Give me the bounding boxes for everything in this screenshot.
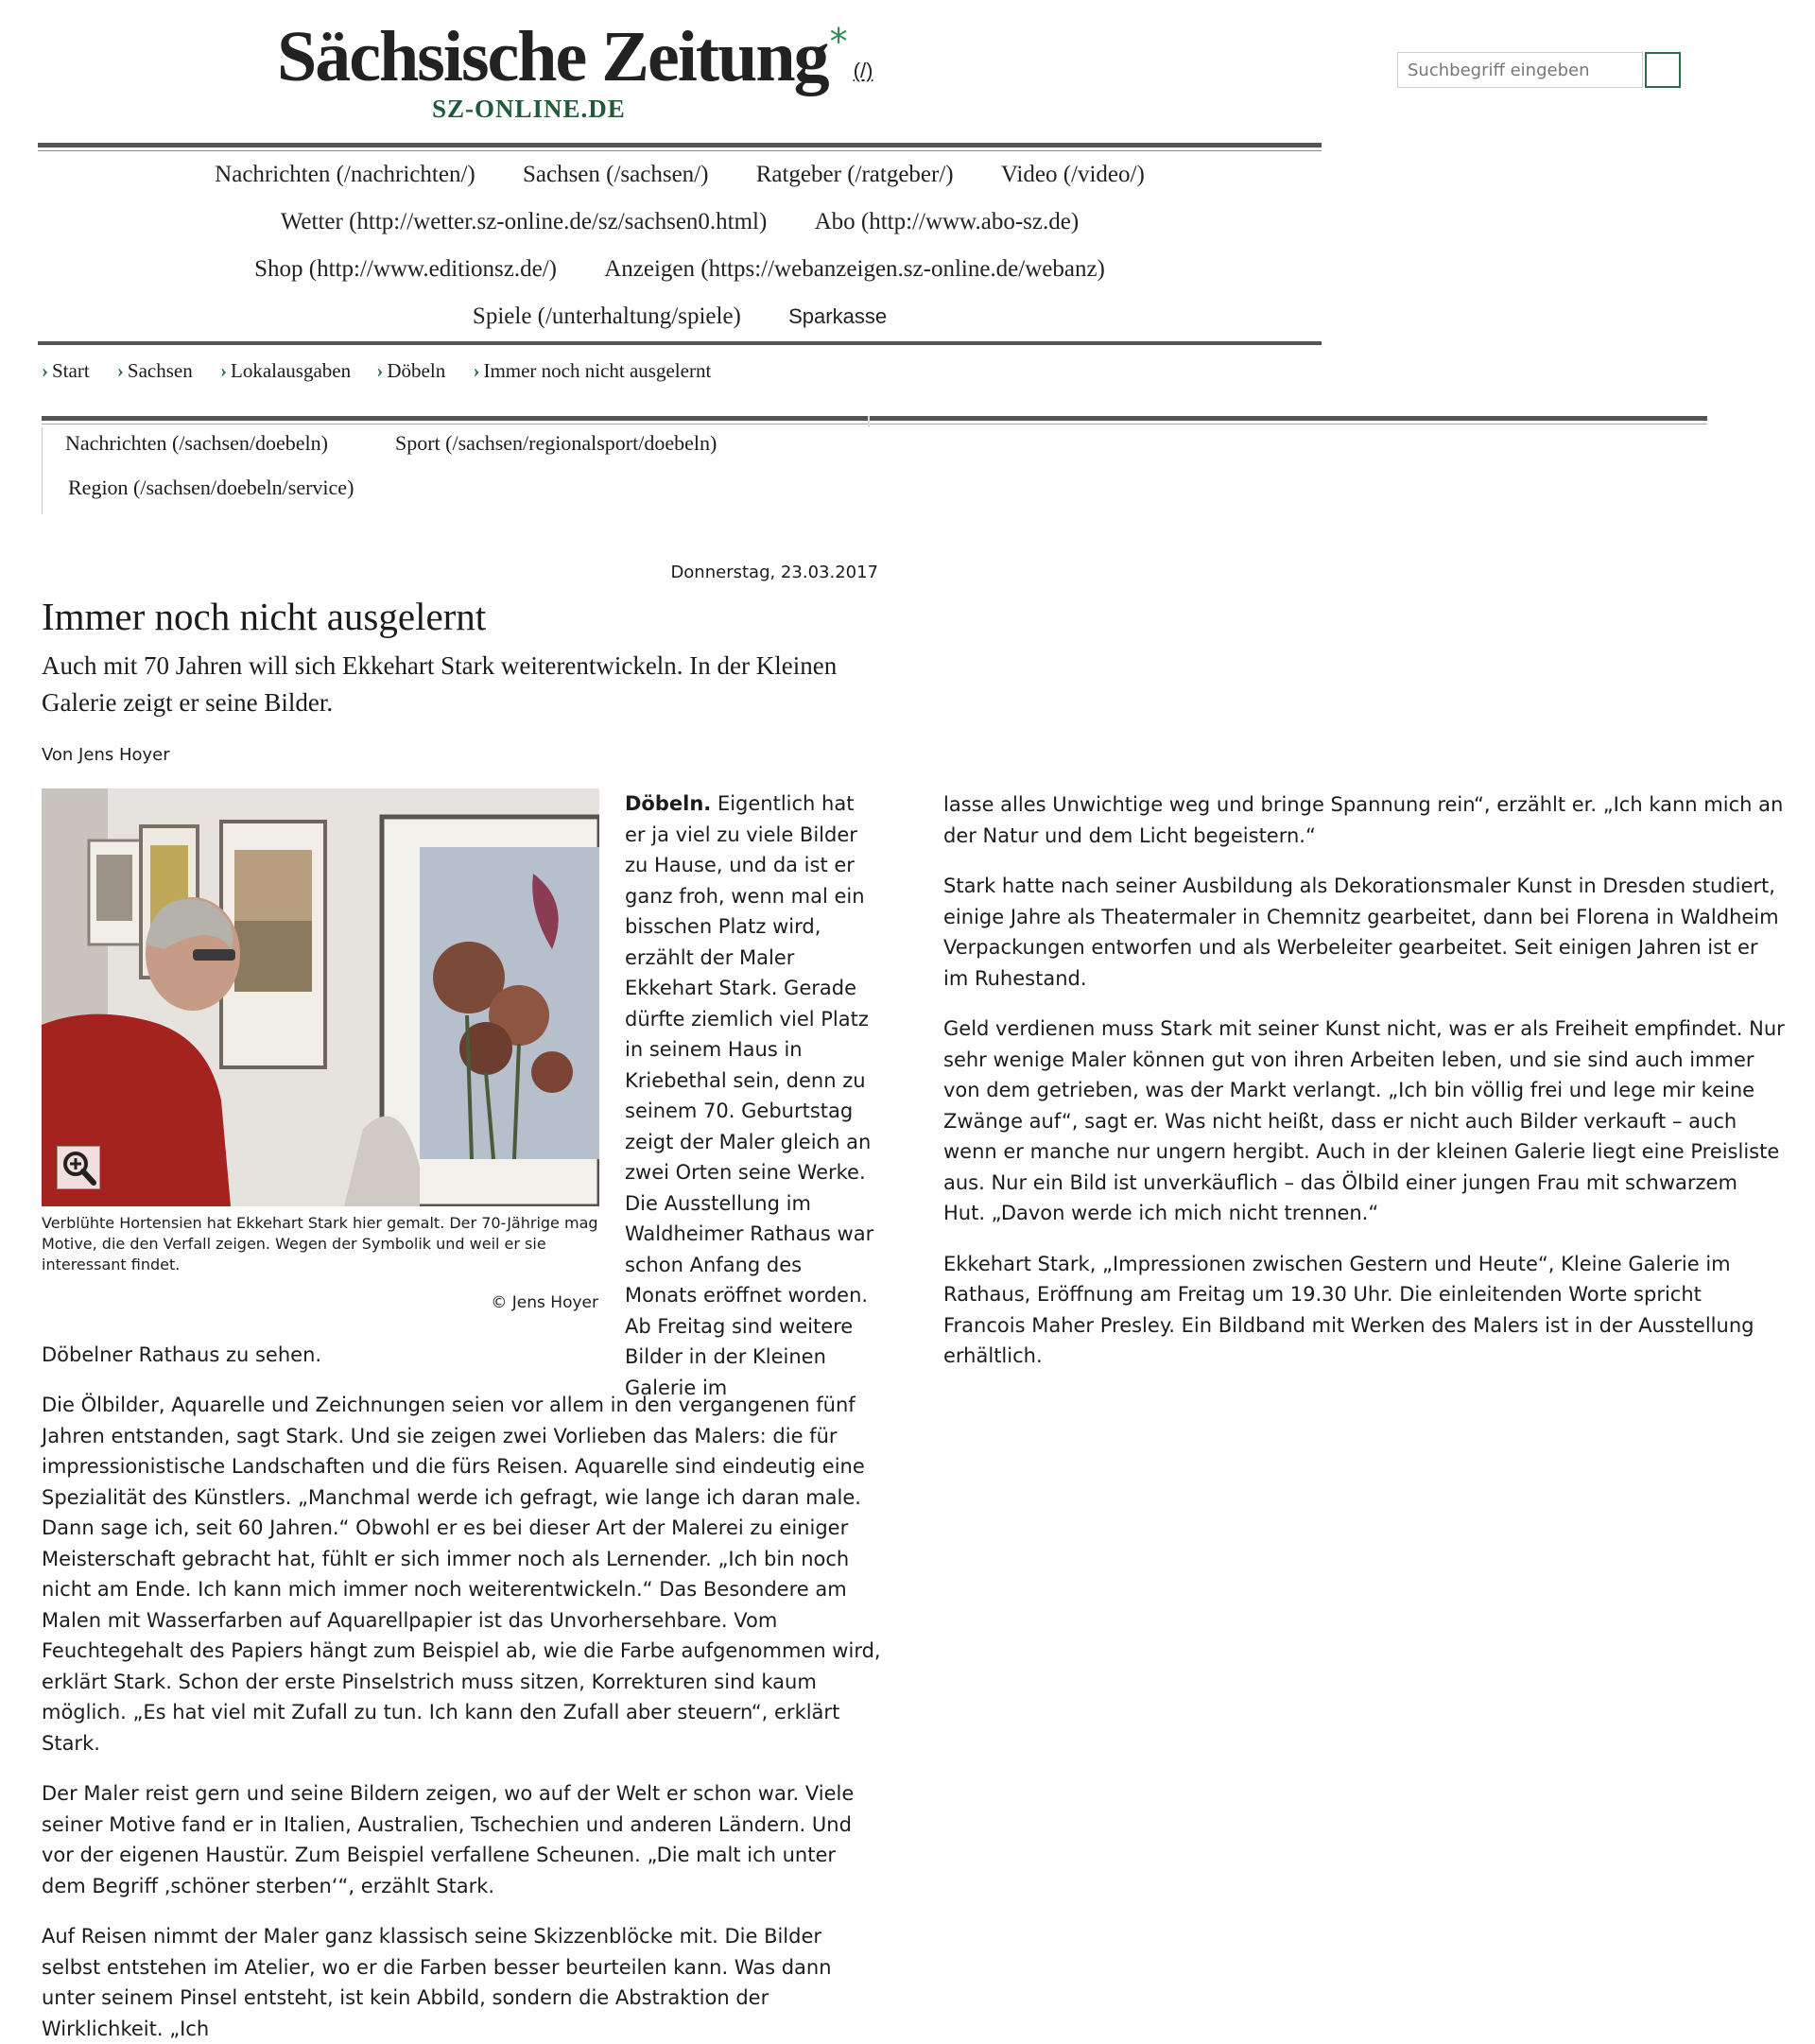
article-paragraph: Die Ölbilder, Aquarelle und Zeichnungen seien vor allem in den vergangenen fünf Jahren entstanden, sagt Stark. Und sie zeigen zwei Vorlieben das Malers: die für impressionistische Landschaften und die fürs Reisen. Aquarelle sind eindeutig eine Spezialität des Künstlers. „Manchmal werde ich gefragt, wie lange ich daran male. Dann sage ich, seit 60 Jahren.“ Obwohl er es bei dieser Art der Malerei zu einiger Meisterschaft gebracht hat, fühlt er sich immer noch als Lernender. „Ich bin noch nicht am Ende. Ich kann mich immer noch weiterentwickeln.“ Das Besondere am Malen mit Wasserfarben auf Aquarellpapier ist das Unvorhersehbare. Vom Feuchtegehalt des Papiers hängt zum Beispiel ab, wie die Farbe aufgenommen wird, erklärt Stark. Schon der erste Pinselstrich muss sitzen, Korrekturen sind kaum möglich. „Es hat viel mit Zufall zu tun. Ich kann den Zufall aber steuern“, erklärt Stark. bbox=[42, 1394, 881, 1755]
article-paragraph: Ekkehart Stark, „Impressionen zwischen Gestern und Heute“, Kleine Galerie im Rathaus, Eröffnung am Freitag um 19.30 Uhr. Die einleitenden Worte spricht Francois Maher Presley. Ein Bildband mit Werken des Malers ist in der Ausstellung erhältlich. bbox=[943, 1252, 1754, 1367]
breadcrumb-label: Immer noch nicht ausgelernt bbox=[483, 359, 712, 382]
article-column-left bbox=[42, 1390, 883, 2044]
article-date: Donnerstag, 23.03.2017 bbox=[670, 563, 878, 582]
subnav-item-region[interactable]: Region (/sachsen/doebeln/service) bbox=[68, 476, 354, 499]
main-nav-row bbox=[38, 249, 1322, 296]
logo-home-link[interactable]: (/) bbox=[853, 59, 873, 82]
chevron-right-icon: › bbox=[116, 359, 124, 382]
main-nav-row bbox=[38, 296, 1322, 343]
article-paragraph: Der Maler reist gern und seine Bildern zeigen, wo auf der Welt er schon war. Viele seiner Motive fand er in Italien, Australien, Tschechien und anderen Ländern. Und vor der eigenen Haustür. Zum Beispiel verfallene Scheunen. „Die malt ich unter dem Begriff ‚schöner sterben‘“, erzählt Stark. bbox=[42, 1782, 855, 1897]
article-teaser: Auch mit 70 Jahren will sich Ekkehart Stark weiterentwickeln. In der Kleinen Galerie zeigt er seine Bilder. bbox=[42, 651, 838, 717]
photo-credit: © Jens Hoyer bbox=[491, 1293, 598, 1312]
article-paragraph-text: Eigentlich hat er ja viel zu viele Bilder zu Hause, und da ist er ganz froh, wenn mal ein bisschen Platz wird, erzählt der Maler Ekkehart Stark. Gerade dürfte ziemlich viel Platz in seinem Haus in Kriebethal sein, denn zu seinem 70. Geburtstag zeigt der Maler gleich an zwei Orten seine Werke. Die Ausstellung im Waldheimer Rathaus war schon Anfang des Monats eröffnet worden. Ab Freitag sind weitere Bilder in der Kleinen Galerie im bbox=[625, 792, 874, 1399]
logo-title[interactable]: Sächsische Zeitung bbox=[277, 17, 828, 96]
search-button[interactable] bbox=[1645, 52, 1681, 88]
nav-item-sachsen[interactable]: Sachsen (/sachsen/) bbox=[522, 162, 709, 187]
nav-item-sparkasse[interactable]: Sparkasse bbox=[788, 304, 888, 328]
zoom-button[interactable] bbox=[57, 1146, 100, 1189]
breadcrumb-item[interactable] bbox=[117, 359, 193, 382]
article-photo[interactable] bbox=[42, 788, 599, 1206]
breadcrumb-item[interactable] bbox=[376, 359, 445, 382]
subnav-divider bbox=[868, 416, 870, 427]
main-nav-row bbox=[38, 201, 1322, 249]
nav-bottom-rule bbox=[38, 341, 1322, 345]
article-headline: Immer noch nicht ausgelernt bbox=[42, 595, 487, 638]
site-logo[interactable] bbox=[277, 17, 873, 123]
article-paragraph-tail: Döbelner Rathaus zu sehen. bbox=[42, 1343, 322, 1366]
painting-photo-illustration bbox=[42, 788, 599, 1206]
chevron-right-icon: › bbox=[220, 359, 227, 382]
nav-item-anzeigen[interactable]: Anzeigen (https://webanzeigen.sz-online.de/webanz) bbox=[604, 256, 1105, 282]
nav-item-ratgeber[interactable]: Ratgeber (/ratgeber/) bbox=[755, 162, 954, 187]
article-paragraph: lasse alles Unwichtige weg und bringe Spannung rein“, erzählt er. „Ich kann mich an der Natur und dem Licht begeistern.“ bbox=[943, 793, 1784, 847]
breadcrumb-label[interactable]: Sachsen bbox=[127, 359, 193, 382]
zoom-in-icon bbox=[58, 1147, 99, 1188]
nav-item-wetter[interactable]: Wetter (http://wetter.sz-online.de/sz/sachsen0.html) bbox=[280, 209, 768, 234]
chevron-right-icon: › bbox=[376, 359, 384, 382]
search-input[interactable] bbox=[1397, 52, 1643, 88]
chevron-right-icon: › bbox=[42, 359, 48, 382]
subnav-rule bbox=[42, 416, 1707, 424]
article-column-right bbox=[943, 789, 1785, 1372]
article-paragraph-lead bbox=[625, 788, 880, 1403]
breadcrumb-item[interactable] bbox=[42, 359, 90, 382]
photo-caption: Verblühte Hortensien hat Ekkehart Stark hier gemalt. Der 70-Jährige mag Motive, die den Verfall zeigen. Wegen der Symbolik und weil er sie interessant findet. bbox=[42, 1214, 598, 1273]
main-nav bbox=[38, 154, 1322, 343]
nav-item-abo[interactable]: Abo (http://www.abo-sz.de) bbox=[814, 209, 1080, 234]
logo-star-icon: * bbox=[829, 21, 848, 62]
article-dateline: Döbeln. bbox=[625, 792, 712, 815]
main-nav-row bbox=[38, 154, 1322, 201]
breadcrumb-item[interactable] bbox=[220, 359, 351, 382]
subnav-item-nachrichten[interactable]: Nachrichten (/sachsen/doebeln) bbox=[65, 431, 328, 455]
breadcrumb-label[interactable]: Start bbox=[52, 359, 90, 382]
breadcrumb bbox=[42, 359, 734, 383]
chevron-right-icon: › bbox=[473, 359, 480, 382]
nav-item-spiele[interactable]: Spiele (/unterhaltung/spiele) bbox=[472, 303, 741, 329]
subnav-item-sport[interactable]: Sport (/sachsen/regionalsport/doebeln) bbox=[395, 431, 717, 455]
logo-subtitle: SZ-ONLINE.DE bbox=[432, 95, 626, 123]
sub-nav bbox=[42, 427, 717, 514]
breadcrumb-label[interactable]: Lokalausgaben bbox=[231, 359, 352, 382]
nav-item-nachrichten[interactable]: Nachrichten (/nachrichten/) bbox=[215, 162, 475, 187]
breadcrumb-label[interactable]: Döbeln bbox=[387, 359, 446, 382]
article-paragraph: Auf Reisen nimmt der Maler ganz klassisch seine Skizzenblöcke mit. Die Bilder selbst entstehen im Atelier, wo er die Farben besser beurteilen kann. Was dann unter seinem Pinsel entsteht, ist kein Abbild, sondern die Abstraktion der Wirklichkeit. „Ich bbox=[42, 1925, 832, 2040]
nav-item-shop[interactable]: Shop (http://www.editionsz.de/) bbox=[254, 256, 557, 282]
nav-top-rule bbox=[38, 143, 1322, 151]
breadcrumb-item bbox=[473, 359, 711, 382]
article-paragraph: Geld verdienen muss Stark mit seiner Kunst nicht, was er als Freiheit empfindet. Nur sehr wenige Maler können gut von ihren Arbeiten leben, und sie sind auch immer von dem getrieben, was der Markt verlangt. „Ich bin völlig frei und lege mir keine Zwänge auf“, sagt er. Was nicht heißt, dass er nicht auch Bilder verkauft – auch wenn er manche nur ungern hergibt. Auch in der kleinen Galerie liegt eine Preisliste aus. Nur ein Bild ist unverkäuflich – das Ölbild einer jungen Frau mit schwarzem Hut. „Davon werde ich mich nicht trennen.“ bbox=[943, 1017, 1785, 1224]
article-byline: Von Jens Hoyer bbox=[42, 745, 170, 765]
article-paragraph: Stark hatte nach seiner Ausbildung als Dekorationsmaler Kunst in Dresden studiert, einige Jahre als Theatermaler in Chemnitz gearbeitet, dann bei Florena in Waldheim Verpackungen entworfen und als Werbeleiter gearbeitet. Seit einigen Jahren ist er im Ruhestand. bbox=[943, 875, 1779, 990]
nav-item-video[interactable]: Video (/video/) bbox=[1000, 162, 1145, 187]
